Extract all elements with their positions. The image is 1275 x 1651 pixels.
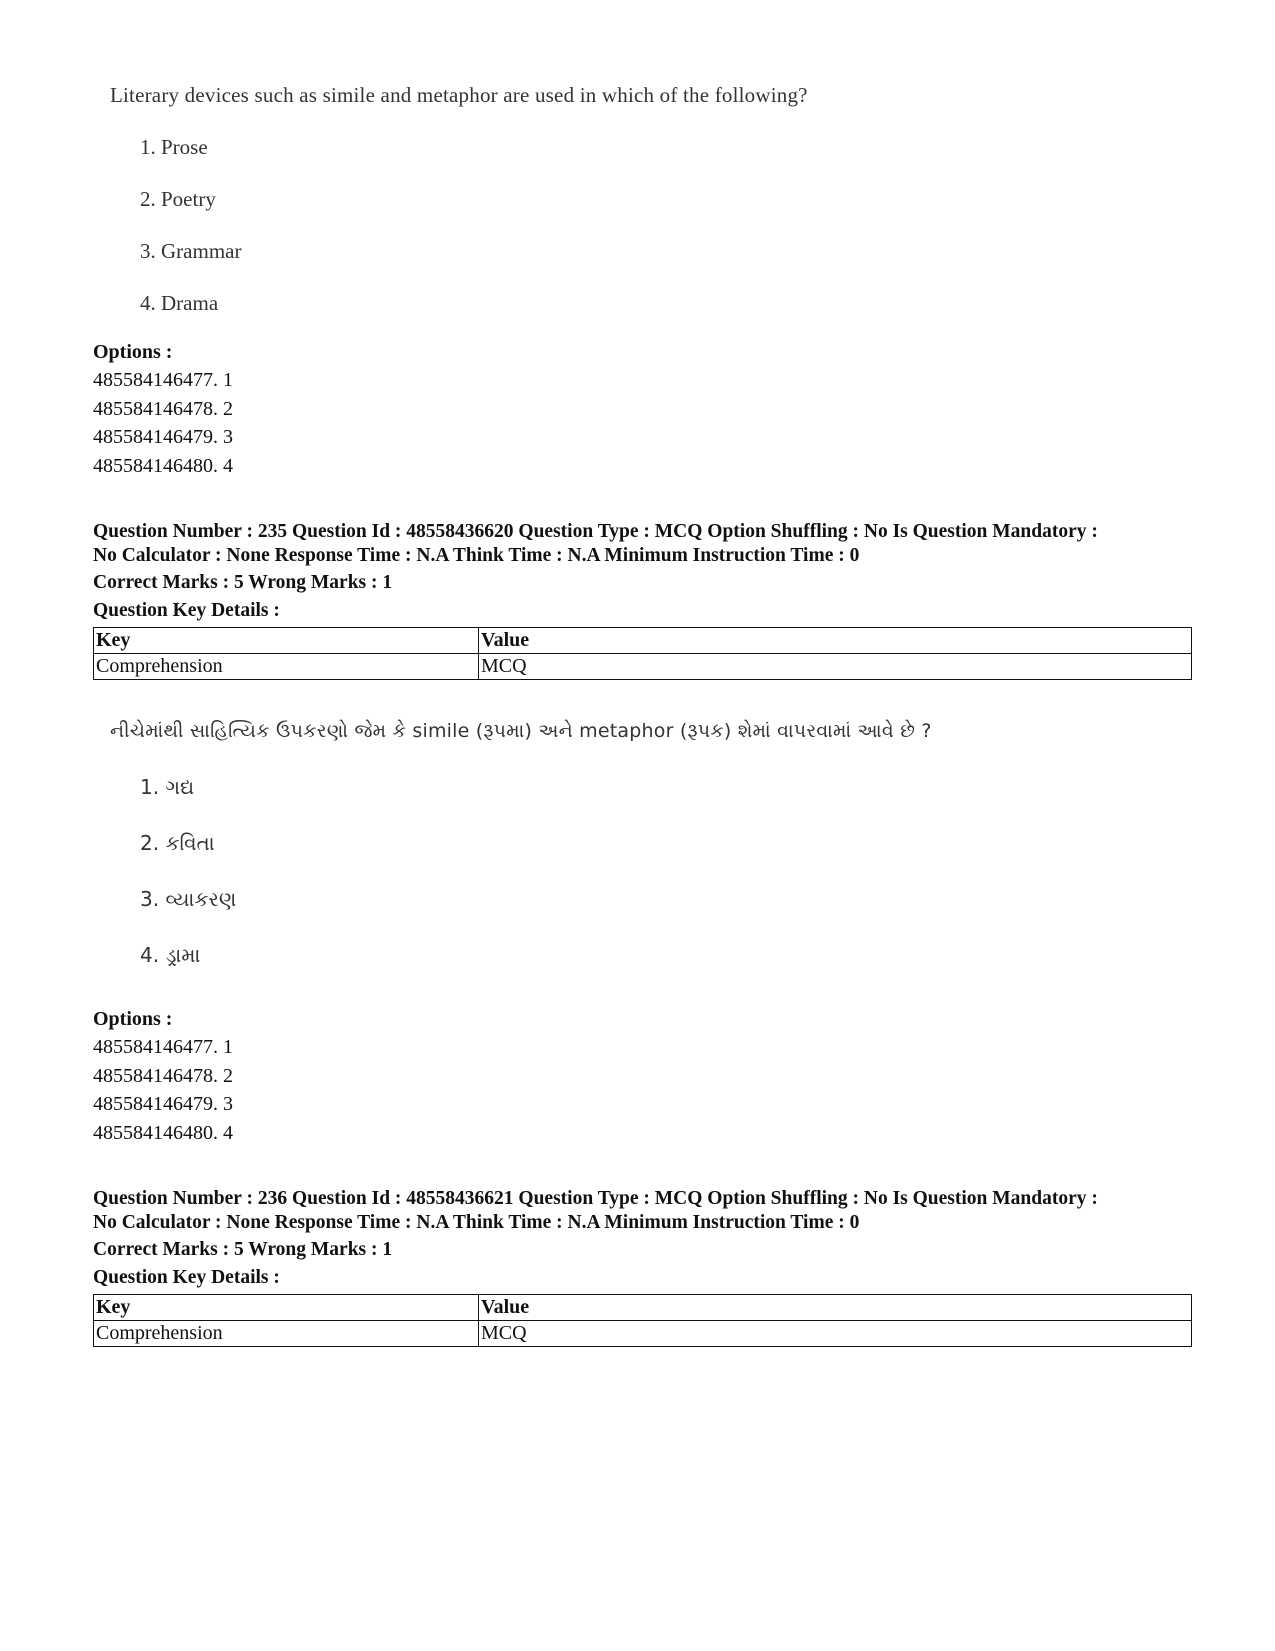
- key-details-table: [93, 1294, 1192, 1347]
- table-cell-value: MCQ: [479, 654, 1192, 680]
- option-line: 485584146479. 3: [93, 426, 233, 448]
- option-line: 485584146478. 2: [93, 1064, 233, 1087]
- choice-item: 2. કવિતા: [140, 831, 215, 855]
- key-details-label: Question Key Details :: [93, 1266, 280, 1288]
- table-row: [94, 1321, 1192, 1347]
- choice-item: 3. વ્યાકરણ: [140, 887, 237, 911]
- option-line: 485584146480. 4: [93, 454, 233, 477]
- meta-line: No Calculator : None Response Time : N.A Think Time : N.A Minimum Instruction Time : 0: [93, 1211, 860, 1233]
- options-block: [93, 1005, 1193, 1147]
- table-header-key: Key: [94, 628, 479, 654]
- question-meta: [93, 1187, 1193, 1289]
- option-line: 485584146479. 3: [93, 1093, 233, 1115]
- meta-line: Question Number : 235 Question Id : 48558436620 Question Type : MCQ Option Shuffling : No Is Question Mandatory :: [93, 521, 1098, 542]
- choice-item: 2. Poetry: [140, 187, 216, 211]
- options-title: Options :: [93, 1008, 173, 1030]
- question-stem: Literary devices such as simile and metaphor are used in which of the following?: [110, 83, 808, 107]
- key-details-label: Question Key Details :: [93, 599, 280, 621]
- choice-item: 1. Prose: [140, 135, 208, 159]
- options-title: Options :: [93, 341, 173, 363]
- table-cell-value: MCQ: [479, 1321, 1192, 1347]
- meta-line: Question Number : 236 Question Id : 48558436621 Question Type : MCQ Option Shuffling : No Is Question Mandatory :: [93, 1188, 1098, 1209]
- choice-item: 4. Drama: [140, 291, 219, 315]
- table-header-row: [94, 628, 1192, 654]
- marks-line: Correct Marks : 5 Wrong Marks : 1: [93, 1239, 393, 1260]
- meta-line: No Calculator : None Response Time : N.A Think Time : N.A Minimum Instruction Time : 0: [93, 544, 860, 566]
- table-row: [94, 654, 1192, 680]
- table-header-key: Key: [94, 1295, 479, 1321]
- question-stem: નીચેમાંથી સાહિત્યિક ઉપકરણો જેમ કે simile (રૂપમા) અને metaphor (રૂપક) શેમાં વાપરવામાં આવે છે ?: [110, 720, 932, 742]
- marks-line: Correct Marks : 5 Wrong Marks : 1: [93, 572, 393, 593]
- table-header-value: Value: [479, 628, 1192, 654]
- question-english: [110, 80, 1170, 320]
- choice-item: 4. ડ્રામા: [140, 943, 201, 967]
- option-line: 485584146477. 1: [93, 369, 233, 391]
- choice-item: 1. ગદ્ય: [140, 775, 195, 799]
- table-cell-key: Comprehension: [94, 654, 479, 680]
- table-cell-key: Comprehension: [94, 1321, 479, 1347]
- option-line: 485584146478. 2: [93, 397, 233, 420]
- key-details-table: [93, 627, 1192, 680]
- options-block: [93, 338, 1193, 480]
- choice-item: 3. Grammar: [140, 239, 242, 263]
- question-meta: [93, 520, 1193, 622]
- table-header-value: Value: [479, 1295, 1192, 1321]
- option-line: 485584146477. 1: [93, 1036, 233, 1058]
- option-line: 485584146480. 4: [93, 1121, 233, 1144]
- question-gujarati: [110, 716, 1170, 976]
- table-header-row: [94, 1295, 1192, 1321]
